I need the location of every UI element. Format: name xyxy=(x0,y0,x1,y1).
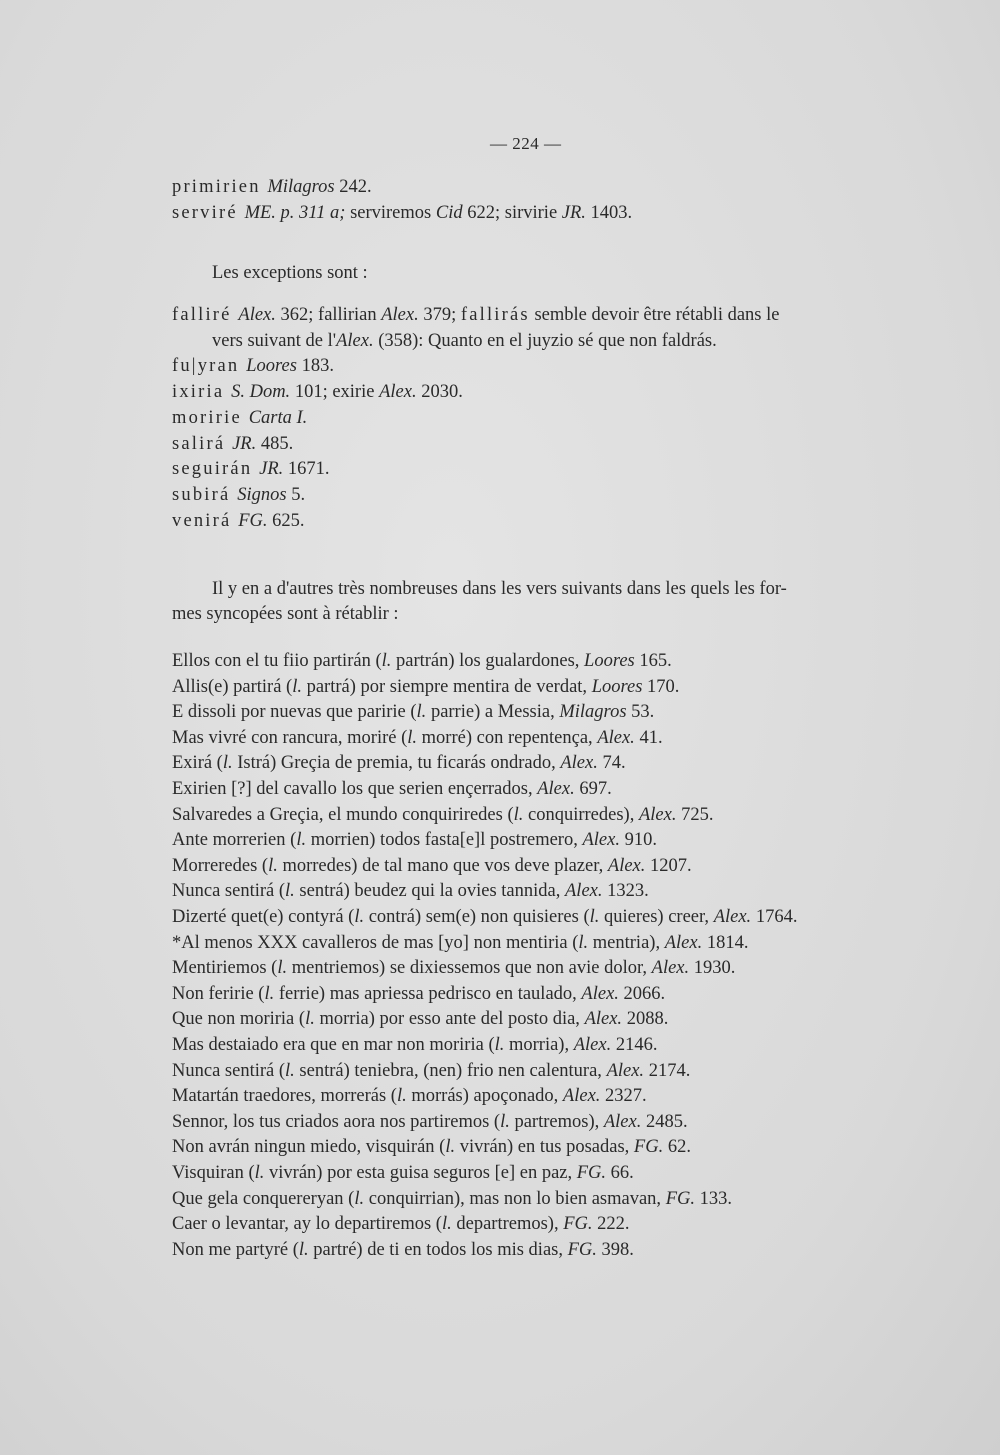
verse-seg: FG. xyxy=(665,1188,695,1209)
verse-seg: *Al menos XXX cavalleros de mas [yo] non mentiria ( xyxy=(172,932,579,953)
top-entry-line xyxy=(172,202,632,224)
verse-seg: l. xyxy=(254,1163,265,1183)
exception-seg: Loores xyxy=(246,356,297,377)
exception-seg: (358): Quanto en el juyzio sé que non faldrás. xyxy=(373,330,717,351)
verse-line xyxy=(172,1008,668,1030)
exception-seg: 101; exirie xyxy=(290,382,380,403)
verse-seg: conquirredes), xyxy=(523,804,639,825)
verse-seg: l. xyxy=(354,1188,365,1209)
verse-seg: Exirien [?] del cavallo los que serien ençerrados, xyxy=(172,779,538,799)
exception-seg: 5. xyxy=(286,484,306,505)
verse-seg: Loores xyxy=(591,676,643,697)
verse-seg: l. xyxy=(354,907,365,927)
verse-seg: l. xyxy=(264,983,275,1004)
top-entry-line xyxy=(172,176,372,198)
top-entry-seg: serviremos xyxy=(345,202,436,223)
verse-seg: l. xyxy=(396,1086,407,1107)
verse-line xyxy=(172,676,679,698)
exception-seg: Alex. xyxy=(379,382,417,403)
verse-seg: l. xyxy=(296,830,307,851)
exception-word: ixiria xyxy=(172,382,232,403)
exception-seg: Alex. xyxy=(336,330,374,351)
exception-word: falliré xyxy=(172,305,239,325)
verse-seg: Alex. xyxy=(597,727,635,748)
verse-seg: vivrán) por esta guisa seguros [e] en paz, xyxy=(264,1163,577,1183)
exception-seg: vers suivant de l' xyxy=(212,330,337,351)
verse-seg: Mas vivré con rancura, moriré ( xyxy=(172,727,408,748)
verse-seg: 1814. xyxy=(702,932,749,953)
verse-seg: morrás) apoçonado, xyxy=(406,1086,563,1107)
top-entry-seg: Cid xyxy=(435,202,463,223)
paragraph-line-1: Il y en a d'autres très nombreuses dans les vers suivants dans les quels les for- xyxy=(212,579,787,599)
verse-seg: 2088. xyxy=(622,1009,669,1030)
exception-line xyxy=(172,381,463,403)
exception-seg: Carta I. xyxy=(248,407,308,428)
top-entry-seg: 242. xyxy=(334,177,372,197)
verse-seg: 2174. xyxy=(644,1060,691,1081)
verse-line xyxy=(172,880,649,902)
verse-seg: Visquiran ( xyxy=(172,1163,255,1183)
verse-seg: l. xyxy=(500,1111,510,1132)
exception-seg: 1671. xyxy=(283,459,330,480)
exception-seg: JR. xyxy=(232,433,257,454)
verse-seg: 170. xyxy=(642,676,680,697)
verse-seg: Mas destaiado era que en mar non moriria ( xyxy=(172,1035,495,1055)
verse-seg: FG. xyxy=(633,1137,664,1158)
exception-seg: 2030. xyxy=(416,382,463,403)
page-number: — 224 — xyxy=(490,134,562,153)
verse-seg: Nunca sentirá ( xyxy=(172,1060,286,1081)
verse-seg: Que non moriria ( xyxy=(172,1009,306,1030)
verse-seg: 222. xyxy=(592,1214,630,1235)
verse-line xyxy=(172,829,657,851)
verse-seg: Morreredes ( xyxy=(172,855,269,876)
exception-seg: Signos xyxy=(237,484,287,505)
verse-seg: conquirrian), mas non lo bien asmavan, xyxy=(364,1188,666,1209)
verse-line xyxy=(172,1162,634,1184)
verse-seg: Alex. xyxy=(582,830,620,851)
top-entry-word: serviré xyxy=(172,202,245,223)
verse-line xyxy=(172,1085,647,1107)
verse-seg: l. xyxy=(494,1035,505,1055)
verse-seg: l. xyxy=(305,1009,315,1030)
verse-seg: Alex. xyxy=(606,1060,645,1081)
verse-line xyxy=(172,1111,688,1133)
verse-seg: parrie) a Messia, xyxy=(426,702,560,723)
top-entry-seg: Milagros xyxy=(267,177,335,197)
verse-seg: Que gela conquereryan ( xyxy=(172,1188,355,1209)
verse-seg: E dissoli por nuevas que paririe ( xyxy=(172,702,417,723)
exception-line xyxy=(172,304,779,326)
verse-seg: sentrá) beudez qui la ovies tannida, xyxy=(294,881,565,902)
verse-seg: Alex. xyxy=(584,1009,623,1030)
exception-seg: FG. xyxy=(238,510,268,531)
verse-line xyxy=(172,778,612,800)
verse-seg: l. xyxy=(441,1214,452,1235)
verse-seg: Alex. xyxy=(664,932,703,953)
verse-line xyxy=(172,1060,690,1082)
exceptions-heading: Les exceptions sont : xyxy=(212,263,368,283)
verse-line xyxy=(172,855,692,877)
top-entry-seg: ME. p. 311 a; xyxy=(244,202,346,223)
verse-seg: sentrá) teniebra, (nen) frio nen calentura, xyxy=(294,1060,607,1081)
top-entry-word: primirien xyxy=(172,177,268,197)
verse-seg: 41. xyxy=(634,727,663,748)
verse-line xyxy=(172,983,665,1005)
verse-seg: l. xyxy=(285,1060,295,1081)
verse-seg: 66. xyxy=(606,1163,634,1183)
verse-seg: l. xyxy=(285,881,295,902)
verse-seg: 53. xyxy=(626,702,655,723)
verse-seg: Dizerté quet(e) contyrá ( xyxy=(172,907,355,927)
verse-seg: 2066. xyxy=(618,983,666,1004)
verse-seg: Alex. xyxy=(581,983,619,1004)
verse-seg: Nunca sentirá ( xyxy=(172,881,286,902)
verse-seg: FG. xyxy=(576,1163,607,1183)
exception-line xyxy=(172,510,305,532)
exception-word: salirá xyxy=(172,433,233,454)
verse-seg: Exirá ( xyxy=(172,753,223,774)
verse-seg: 165. xyxy=(634,651,672,671)
verse-line xyxy=(172,1213,630,1235)
verse-seg: vivrán) en tus posadas, xyxy=(455,1137,634,1158)
exception-word: fu|yran xyxy=(172,356,247,377)
verse-seg: partrá) por siempre mentira de verdat, xyxy=(301,676,592,697)
exception-seg: semble devoir être rétabli dans le xyxy=(529,305,780,325)
verse-seg: Non me partyré ( xyxy=(172,1239,299,1260)
exception-word: moririe xyxy=(172,407,249,428)
verse-line xyxy=(172,804,713,826)
verse-seg: l. xyxy=(292,676,302,697)
exception-seg: Alex. xyxy=(381,305,419,325)
verse-seg: 697. xyxy=(574,779,612,799)
verse-line xyxy=(172,1239,634,1261)
verse-seg: quieres) creer, xyxy=(599,907,714,927)
verse-seg: Alex. xyxy=(573,1035,612,1055)
verse-seg: Alex. xyxy=(562,1086,601,1107)
verse-line xyxy=(172,1188,732,1210)
verse-seg: Matartán traedores, morrerás ( xyxy=(172,1086,397,1107)
verse-seg: l. xyxy=(416,702,427,723)
verse-seg: 2485. xyxy=(641,1111,688,1132)
verse-seg: l. xyxy=(589,907,600,927)
exception-word: venirá xyxy=(172,510,239,531)
verse-seg: l. xyxy=(445,1137,456,1158)
verse-seg: 910. xyxy=(619,830,657,851)
exception-seg: 625. xyxy=(267,510,305,531)
verse-seg: Loores xyxy=(584,651,635,671)
verse-seg: l. xyxy=(222,753,233,774)
exception-seg: 183. xyxy=(296,356,334,377)
verse-seg: mentria), xyxy=(588,932,665,953)
verse-seg: ferrie) mas apriessa pedrisco en taulado, xyxy=(274,983,582,1004)
verse-seg: Ellos con el tu fiio partirán ( xyxy=(172,651,382,671)
verse-seg: Alex. xyxy=(713,907,752,927)
top-entry-seg: JR. xyxy=(561,202,586,223)
verse-seg: morré) con repentença, xyxy=(417,727,598,748)
verse-seg: 133. xyxy=(694,1188,732,1209)
verse-seg: l. xyxy=(298,1239,309,1260)
exception-line xyxy=(172,458,330,480)
verse-seg: morria), xyxy=(504,1035,574,1055)
verse-seg: Sennor, los tus criados aora nos partiremos ( xyxy=(172,1111,501,1132)
verse-seg: 2327. xyxy=(600,1086,647,1107)
verse-seg: 725. xyxy=(676,804,714,825)
verse-seg: Alex. xyxy=(537,779,575,799)
verse-seg: Salvaredes a Greçia, el mundo conquiriredes ( xyxy=(172,804,514,825)
verse-seg: Non feririe ( xyxy=(172,983,265,1004)
exception-line xyxy=(172,407,307,429)
top-entry-seg: 622; sirvirie xyxy=(462,202,562,223)
exception-seg: 362; fallirian xyxy=(275,305,382,325)
verse-seg: morredes) de tal mano que vos deve plazer, xyxy=(277,855,608,876)
verse-seg: Alex. xyxy=(560,753,598,774)
verse-seg: FG. xyxy=(567,1239,597,1260)
verse-seg: morrien) todos fasta[e]l postremero, xyxy=(306,830,583,851)
verse-seg: 2146. xyxy=(611,1035,658,1055)
verse-seg: l. xyxy=(513,804,524,825)
verse-seg: Non avrán ningun miedo, visquirán ( xyxy=(172,1137,446,1158)
verse-seg: 1207. xyxy=(645,855,692,876)
verse-seg: mentriemos) se dixiessemos que non avie dolor, xyxy=(287,958,652,979)
exception-seg: Alex. xyxy=(238,305,276,325)
verse-seg: partremos), xyxy=(509,1111,604,1132)
exception-line xyxy=(172,484,305,506)
verse-seg: 1764. xyxy=(751,907,798,927)
exception-seg: 485. xyxy=(256,433,294,454)
verse-line xyxy=(172,701,654,723)
verse-seg: FG. xyxy=(563,1214,593,1235)
verse-seg: partré) de ti en todos los mis dias, xyxy=(308,1239,568,1260)
verse-seg: 62. xyxy=(663,1137,691,1158)
verse-seg: Alex. xyxy=(651,958,690,979)
exception-seg: fallirás xyxy=(460,305,530,325)
verse-seg: Alex. xyxy=(607,855,646,876)
verse-seg: 74. xyxy=(597,753,626,774)
verse-seg: departremos), xyxy=(451,1214,564,1235)
verse-seg: l. xyxy=(268,855,278,876)
verse-seg: Istrá) Greçia de premia, tu ficarás ondrado, xyxy=(232,753,561,774)
verse-seg: Alex. xyxy=(638,804,677,825)
verse-line xyxy=(172,650,672,672)
verse-seg: l. xyxy=(578,932,589,953)
verse-line xyxy=(172,752,626,774)
exception-word: seguirán xyxy=(172,459,260,480)
verse-seg: 398. xyxy=(596,1239,634,1260)
verse-seg: contrá) sem(e) non quisieres ( xyxy=(364,907,590,927)
exception-seg: JR. xyxy=(259,459,284,480)
verse-line xyxy=(172,1034,657,1056)
exception-word: subirá xyxy=(172,484,238,505)
verse-seg: partrán) los gualardones, xyxy=(391,651,585,671)
verse-line xyxy=(172,1136,691,1158)
verse-seg: l. xyxy=(277,958,288,979)
verse-seg: l. xyxy=(381,651,392,671)
verse-line xyxy=(172,727,663,749)
paragraph-line-2: mes syncopées sont à rétablir : xyxy=(172,604,399,624)
verse-seg: Caer o levantar, ay lo departiremos ( xyxy=(172,1214,442,1235)
exception-line xyxy=(172,355,334,377)
top-entry-seg: 1403. xyxy=(585,202,633,223)
verse-seg: 1930. xyxy=(689,958,736,979)
verse-line xyxy=(172,932,748,954)
verse-seg: Allis(e) partirá ( xyxy=(172,676,293,697)
exception-line xyxy=(172,433,293,455)
verse-seg: l. xyxy=(407,727,418,748)
exception-seg: S. Dom. xyxy=(231,382,291,403)
exception-seg: 379; xyxy=(418,305,461,325)
verse-line xyxy=(172,957,735,979)
verse-line xyxy=(172,906,797,928)
verse-seg: Ante morrerien ( xyxy=(172,830,297,851)
verse-seg: 1323. xyxy=(602,881,649,902)
verse-seg: Mentiriemos ( xyxy=(172,958,278,979)
verse-seg: Alex. xyxy=(603,1111,642,1132)
verse-seg: Alex. xyxy=(565,881,603,902)
exception-line xyxy=(212,330,717,352)
verse-seg: morria) por esso ante del posto dia, xyxy=(314,1009,585,1030)
verse-seg: Milagros xyxy=(559,702,627,723)
